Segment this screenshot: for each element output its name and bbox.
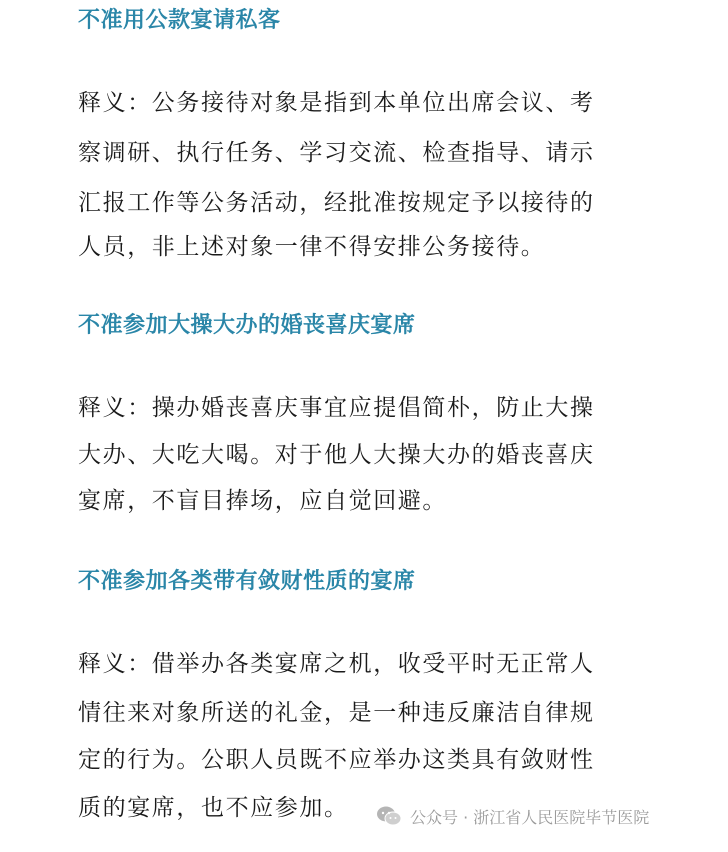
section-2-line-2: 大办、大吃大喝。对于他人大操大办的婚丧喜庆 <box>78 442 595 468</box>
section-3-line-3: 定的行为。公职人员既不应举办这类具有敛财性 <box>78 747 595 773</box>
section-1-line-4: 人员，非上述对象一律不得安排公务接待。 <box>78 234 546 260</box>
section-1-line-2: 察调研、执行任务、学习交流、检查指导、请示 <box>78 140 595 166</box>
section-3-line-2: 情往来对象所送的礼金，是一种违反廉洁自律规 <box>78 700 595 726</box>
section-2-heading: 不准参加大操大办的婚丧喜庆宴席 <box>78 313 416 338</box>
section-1-heading: 不准用公款宴请私客 <box>78 8 281 33</box>
section-1-line-1: 释义：公务接待对象是指到本单位出席会议、考 <box>78 90 595 116</box>
watermark <box>376 801 649 831</box>
section-2-line-1: 释义：操办婚丧喜庆事宜应提倡简朴，防止大操 <box>78 395 595 421</box>
section-1-line-3: 汇报工作等公务活动，经批准按规定予以接待的 <box>78 190 595 216</box>
section-3-heading: 不准参加各类带有敛财性质的宴席 <box>78 569 416 594</box>
watermark-text: 公众号 · 浙江省人民医院毕节医院 <box>410 807 650 827</box>
section-3-line-4: 质的宴席，也不应参加。 <box>78 795 349 821</box>
wechat-icon <box>376 805 402 827</box>
section-2-line-3: 宴席，不盲目捧场，应自觉回避。 <box>78 488 447 514</box>
section-3-line-1: 释义：借举办各类宴席之机，收受平时无正常人 <box>78 651 595 677</box>
